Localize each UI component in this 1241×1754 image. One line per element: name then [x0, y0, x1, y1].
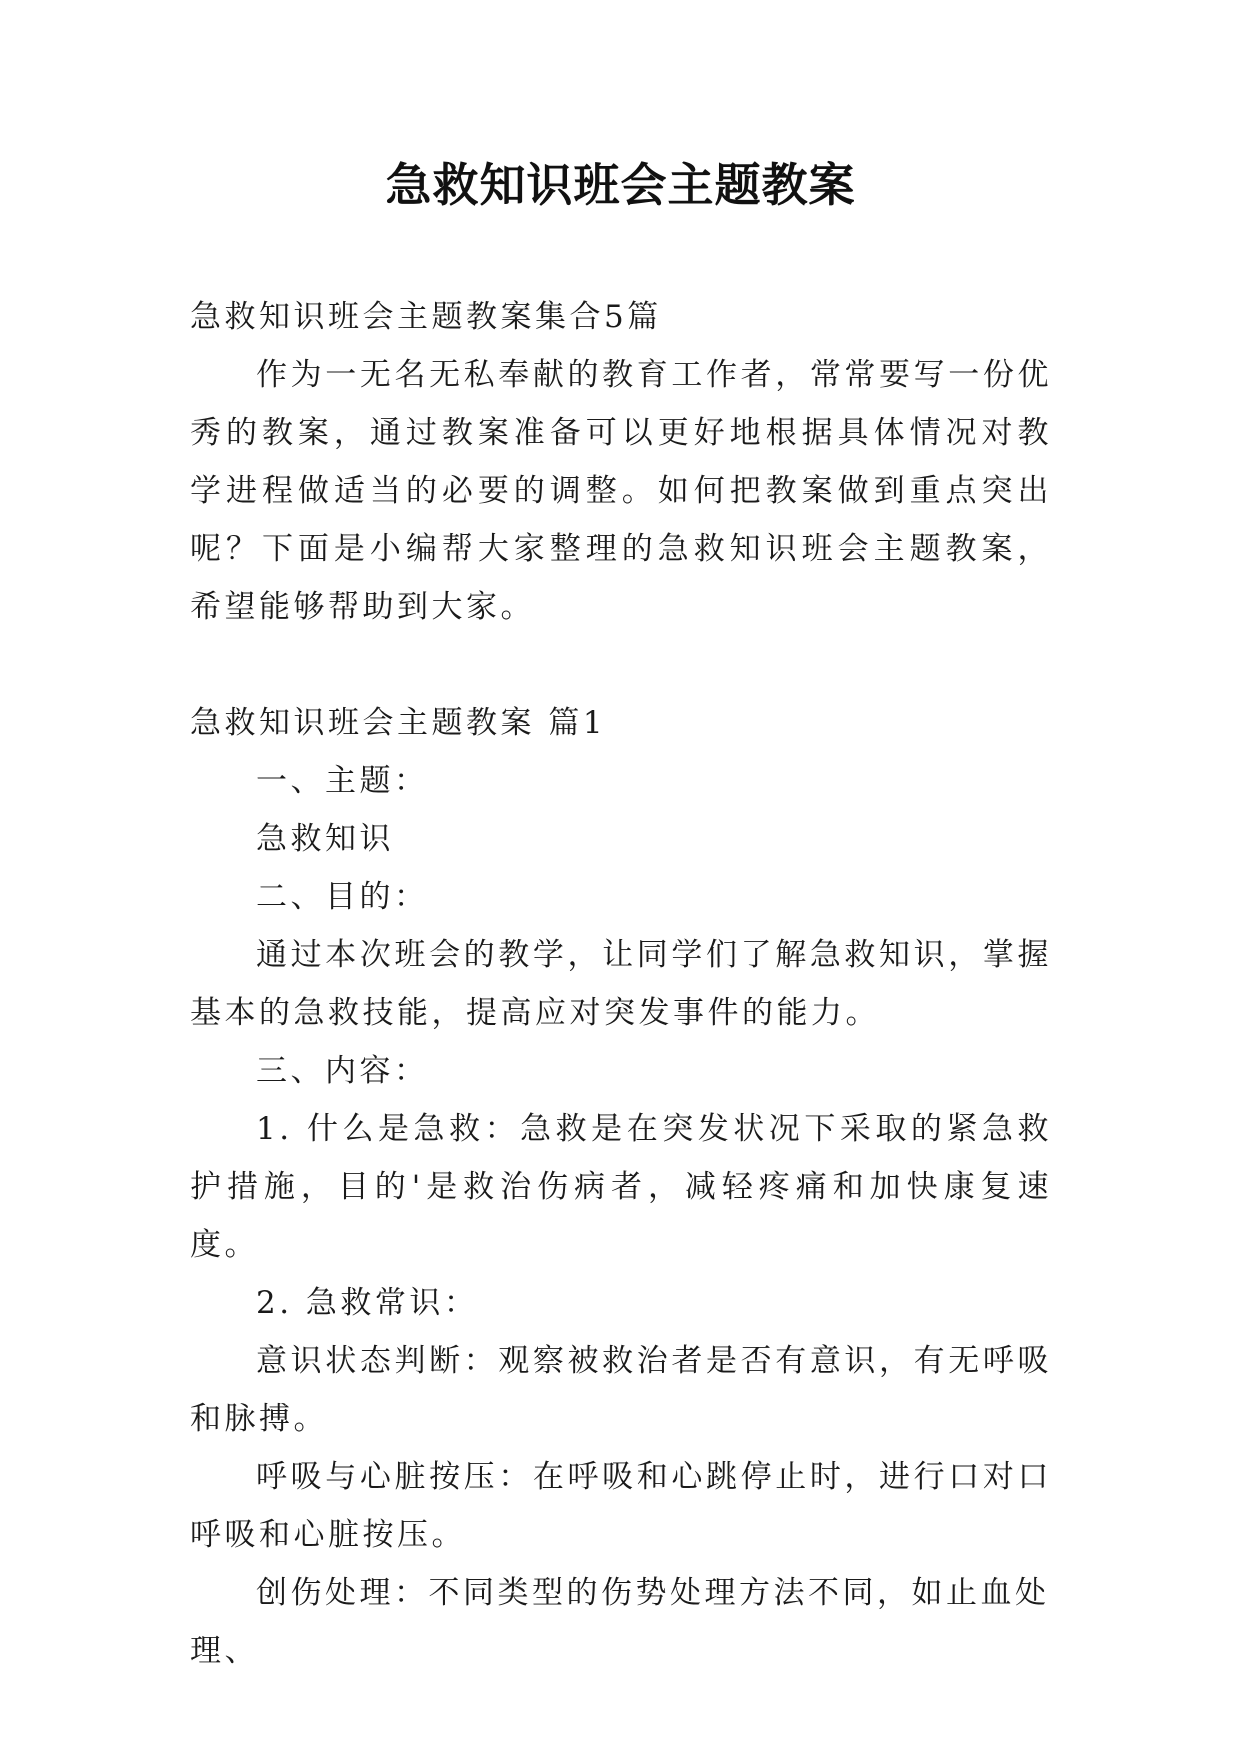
paragraph-theme-value: 急救知识	[256, 821, 394, 857]
paragraph-what-is-first-aid: 1. 什么是急救：急救是在突发状况下采取的紧急救护措施，目的'是救治伤病者，减轻疼痛和加快康复速度。	[190, 1111, 1052, 1263]
paragraph-content-label: 三、内容：	[256, 1053, 429, 1089]
intro-paragraph: 作为一无名无私奉献的教育工作者，常常要写一份优秀的教案，通过教案准备可以更好地根据具体情况对教学进程做适当的必要的调整。如何把教案做到重点突出呢？下面是小编帮大家整理的急救知识班会主题教案，希望能够帮助到大家。	[190, 357, 1052, 625]
document-subtitle: 急救知识班会主题教案集合5篇	[190, 299, 662, 335]
paragraph-cpr: 呼吸与心脏按压：在呼吸和心跳停止时，进行口对口呼吸和心脏按压。	[190, 1459, 1052, 1553]
paragraph-purpose-text: 通过本次班会的教学，让同学们了解急救知识，掌握基本的急救技能，提高应对突发事件的能力。	[190, 937, 1052, 1031]
paragraph-theme-label: 一、主题：	[256, 763, 429, 799]
document-title: 急救知识班会主题教案	[385, 158, 856, 212]
section-heading: 急救知识班会主题教案 篇1	[190, 705, 607, 741]
paragraph-wound-care: 创伤处理：不同类型的伤势处理方法不同，如止血处理、	[190, 1575, 1050, 1669]
paragraph-purpose-label: 二、目的：	[256, 879, 429, 915]
paragraph-first-aid-basics: 2. 急救常识：	[256, 1285, 479, 1321]
document-body	[190, 288, 1052, 1680]
paragraph-consciousness-check: 意识状态判断：观察被救治者是否有意识，有无呼吸和脉搏。	[190, 1343, 1052, 1437]
